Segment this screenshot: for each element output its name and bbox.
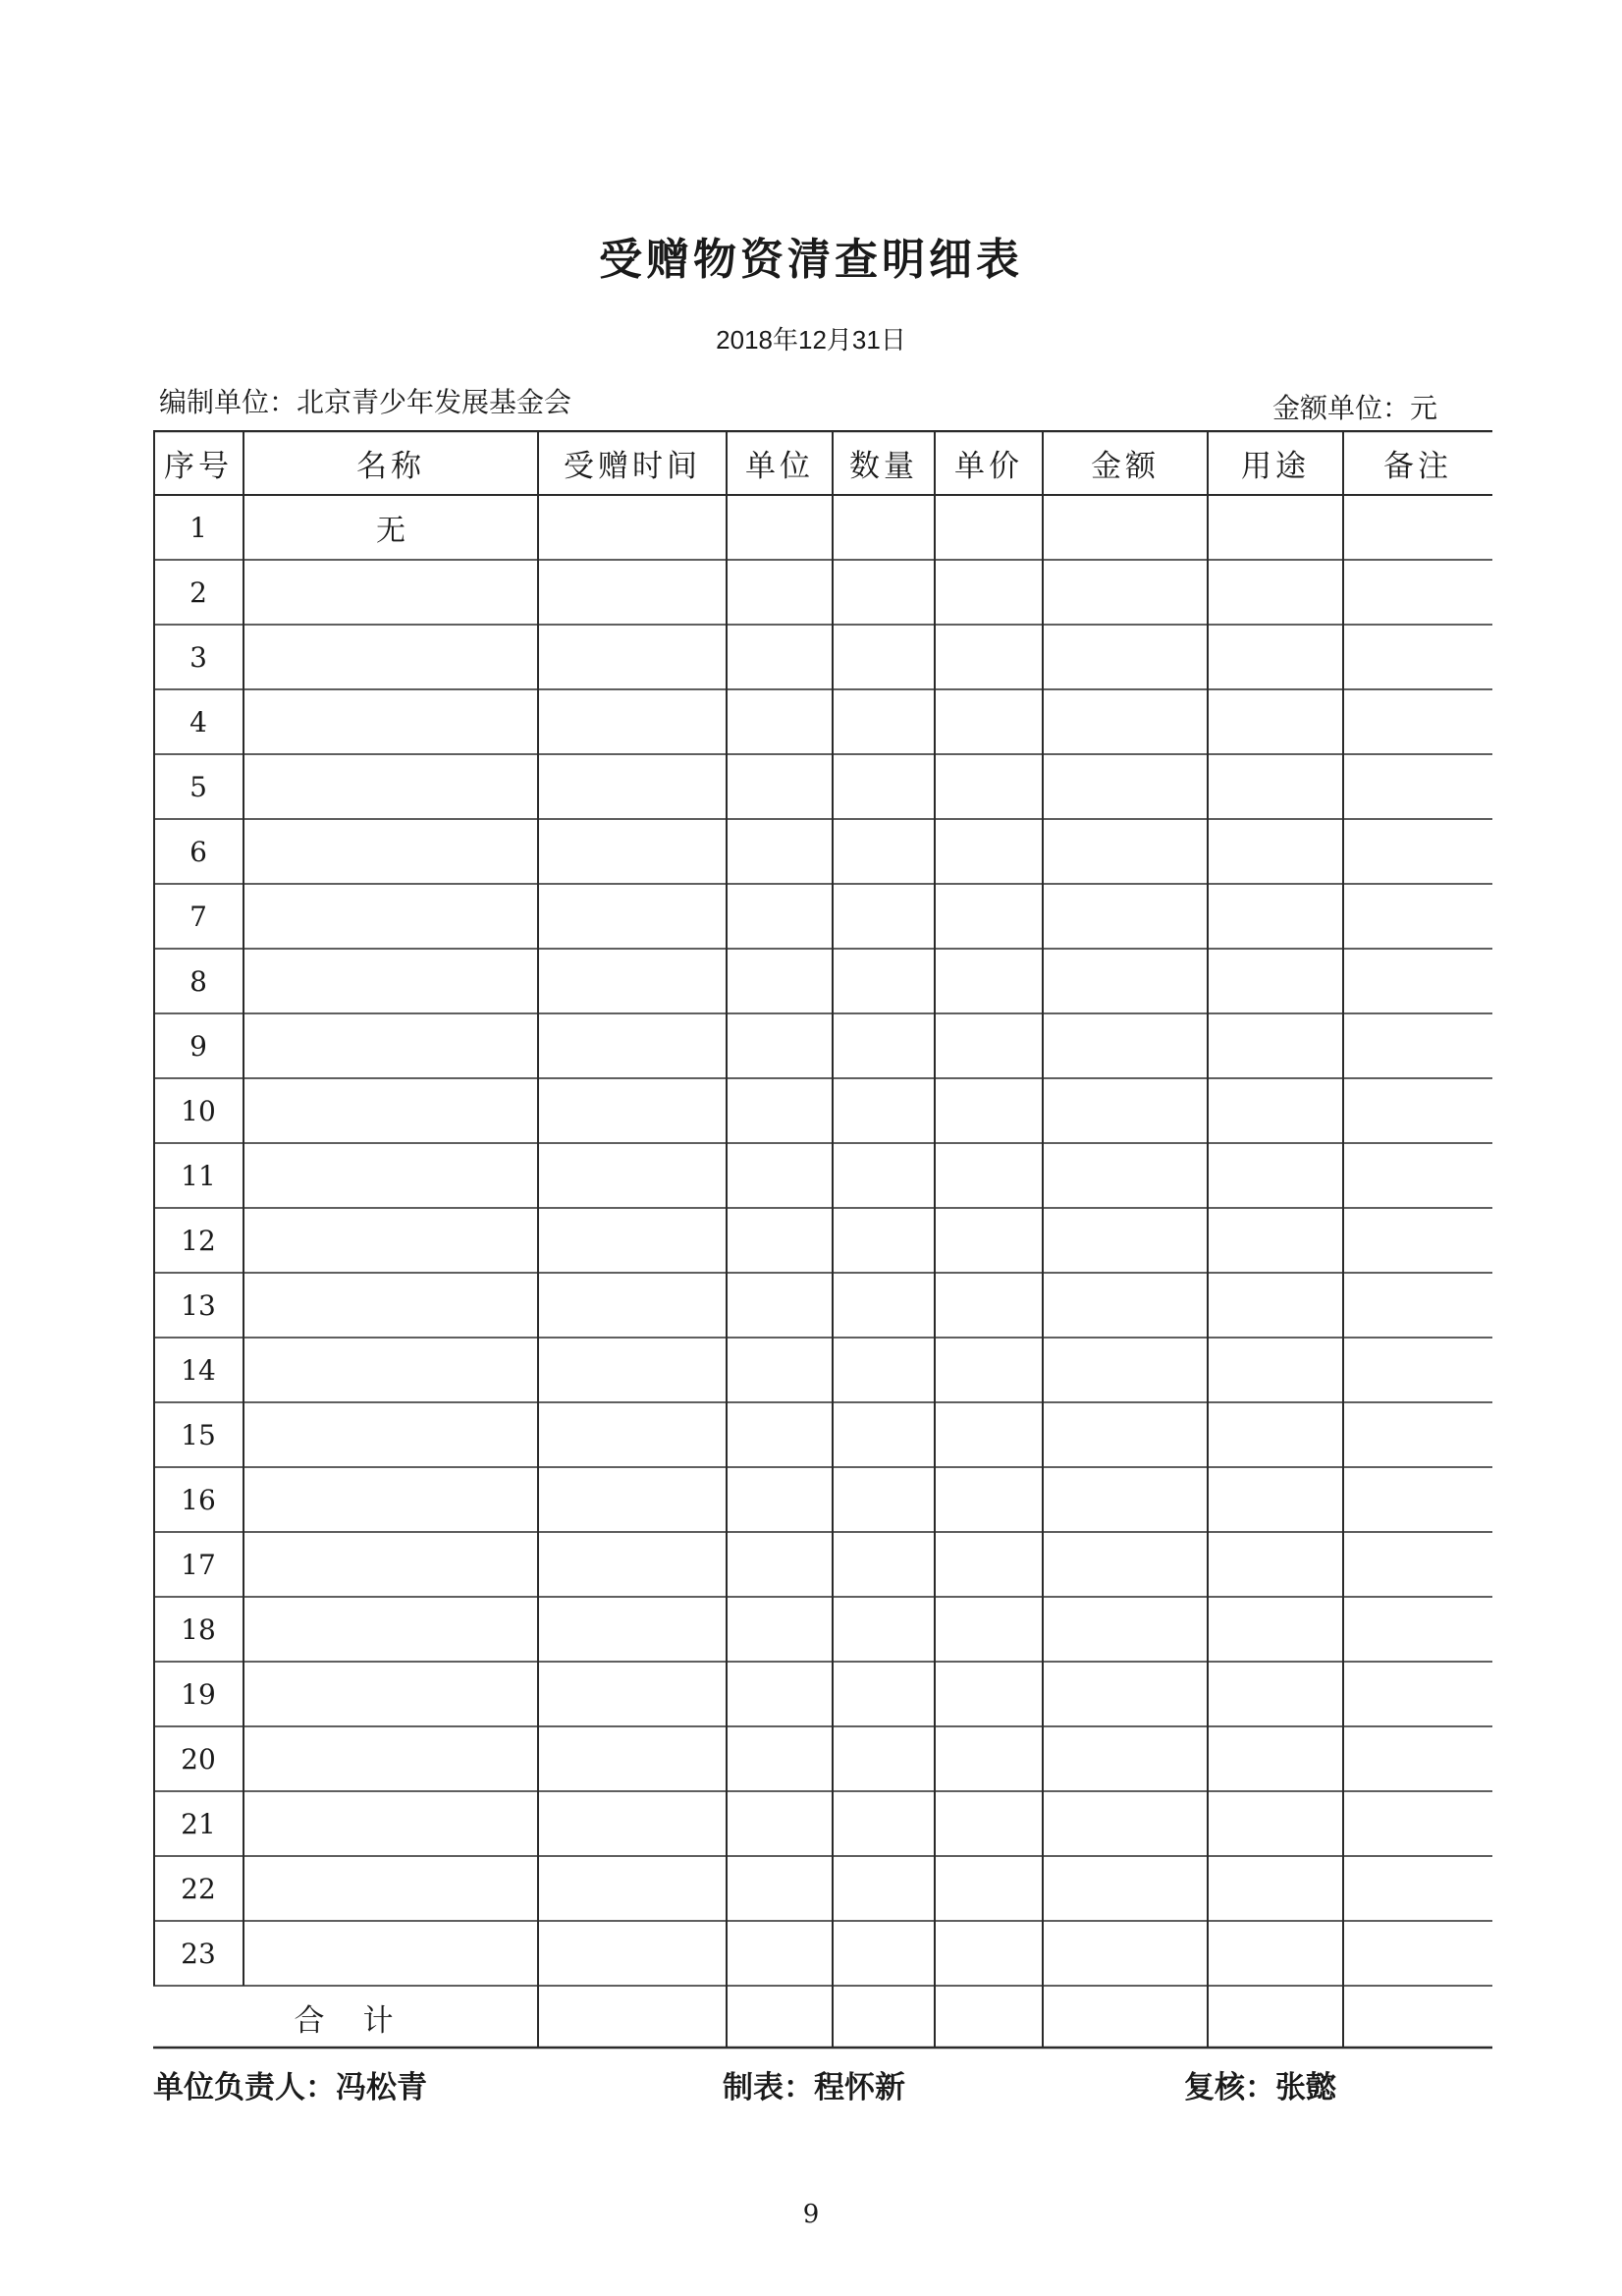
table-grid — [153, 430, 1492, 2054]
row-number: 19 — [181, 1677, 216, 1711]
row-number: 5 — [189, 770, 207, 803]
column-header: 用途 — [1241, 448, 1310, 484]
row-number: 12 — [181, 1224, 216, 1257]
row-number: 16 — [181, 1483, 216, 1516]
row-number: 15 — [181, 1418, 216, 1451]
row-number: 22 — [181, 1872, 216, 1905]
amount-unit: 金额单位：元 — [1271, 392, 1437, 424]
footer-reviewed-by: 复核：张懿 — [1184, 2070, 1336, 2105]
total-label: 合 计 — [294, 2002, 398, 2039]
page-number: 9 — [802, 2200, 820, 2229]
row-number: 13 — [181, 1288, 216, 1322]
row-number: 18 — [181, 1613, 216, 1646]
row-number: 21 — [181, 1807, 216, 1840]
column-header: 单位 — [745, 448, 814, 484]
column-header: 序号 — [164, 448, 233, 484]
row-number: 23 — [181, 1937, 216, 1970]
document-title: 受赠物资清查明细表 — [599, 235, 1023, 285]
row-number: 20 — [181, 1742, 216, 1776]
column-header: 名称 — [356, 448, 425, 484]
row-number: 14 — [181, 1353, 216, 1387]
row-number: 2 — [189, 575, 207, 609]
inventory-table — [153, 430, 1492, 2054]
column-header: 单价 — [954, 448, 1023, 484]
row-number: 7 — [189, 900, 207, 933]
row-number: 11 — [181, 1159, 216, 1192]
footer-responsible: 单位负责人：冯松青 — [153, 2070, 427, 2105]
compiler-unit: 编制单位：北京青少年发展基金会 — [159, 386, 572, 418]
column-header: 备注 — [1383, 448, 1452, 484]
column-header: 数量 — [849, 448, 918, 484]
row-number: 17 — [181, 1548, 216, 1581]
column-header: 金额 — [1091, 448, 1160, 484]
row-number: 10 — [181, 1094, 216, 1127]
row-number: 1 — [189, 511, 207, 544]
row-number: 3 — [189, 640, 207, 674]
row-name: 无 — [376, 514, 406, 548]
document-date: 2018年12月31日 — [716, 325, 906, 355]
column-header: 受赠时间 — [564, 448, 701, 484]
row-number: 4 — [189, 705, 207, 738]
row-number: 8 — [189, 964, 207, 998]
footer-prepared-by: 制表：程怀新 — [723, 2070, 905, 2105]
row-number: 9 — [189, 1029, 207, 1063]
row-number: 6 — [189, 835, 207, 868]
